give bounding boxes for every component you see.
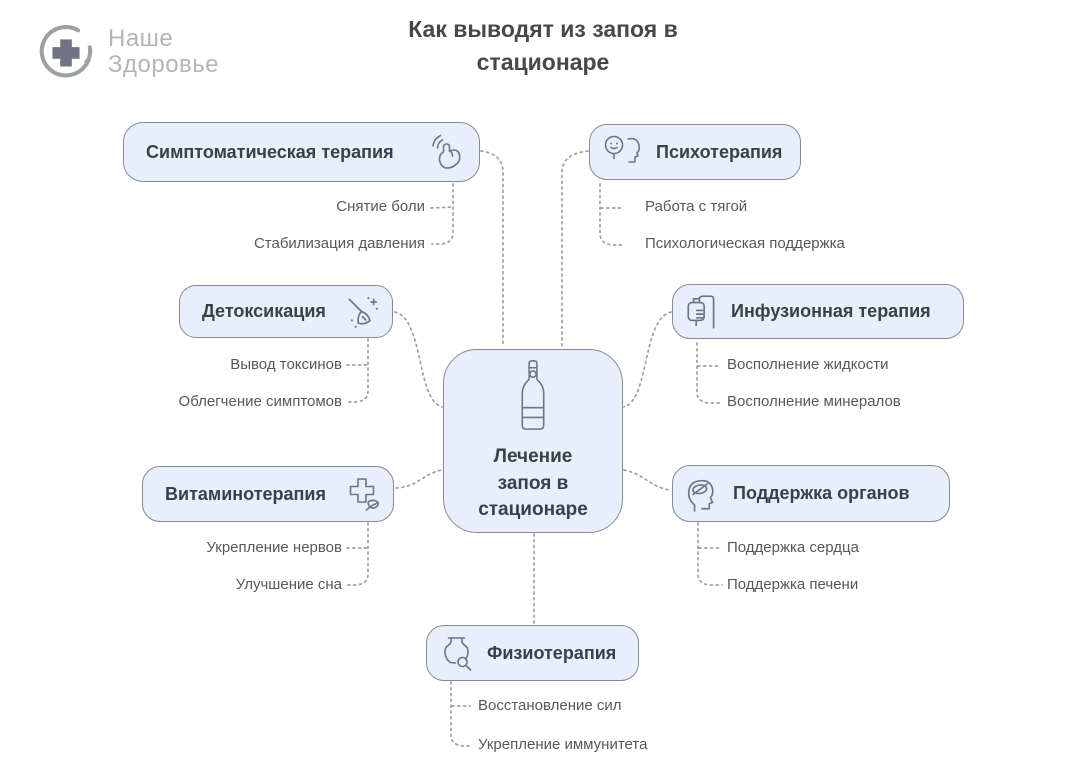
bottle-icon [513, 358, 553, 434]
sub-item: Снятие боли [336, 198, 425, 215]
sub-item: Вывод токсинов [230, 356, 342, 373]
branch-label: Поддержка органов [733, 483, 910, 503]
tremor-hand-icon [429, 132, 467, 172]
sub-item: Укрепление нервов [206, 539, 342, 556]
torso-massage-icon [439, 634, 475, 672]
sub-item: Восстановление сил [478, 697, 622, 714]
logo-wordmark [108, 26, 219, 79]
page-title: Как выводят из запоя в стационаре [408, 16, 678, 75]
branch-node-vitamin-therapy [142, 466, 394, 522]
head-organ-icon [685, 475, 721, 513]
medical-cross-icon [36, 22, 96, 82]
branch-node-organ-support [672, 465, 950, 522]
branch-node-psychotherapy [589, 124, 801, 180]
logo-line1: Наше [108, 24, 174, 52]
sub-item: Работа с тягой [645, 198, 748, 215]
broom-icon [344, 294, 380, 330]
cross-leaf-icon [345, 475, 383, 513]
logo [36, 21, 296, 83]
iv-drip-icon [685, 293, 719, 331]
sub-item: Укрепление иммунитета [478, 736, 648, 753]
branch-node-infusion-therapy [672, 284, 964, 339]
center-label: Лечение запоя в стационаре [478, 446, 588, 521]
center-node-treatment [443, 349, 623, 533]
branch-node-detox [179, 285, 393, 338]
sub-item: Восполнение жидкости [727, 356, 889, 373]
logo-line2: Здоровье [108, 51, 220, 78]
branch-label: Физиотерапия [487, 642, 617, 663]
sub-item: Поддержка печени [727, 576, 859, 593]
branch-node-physiotherapy [426, 625, 639, 681]
branch-label: Витаминотерапия [165, 483, 326, 504]
branch-label: Психотерапия [656, 141, 783, 162]
sub-item: Психологическая поддержка [645, 235, 845, 252]
sub-item: Восполнение минералов [727, 393, 901, 410]
sub-item: Поддержка сердца [727, 539, 859, 556]
branch-label: Симптоматическая терапия [146, 141, 394, 162]
sub-item: Облегчение симптомов [178, 393, 342, 410]
branch-node-symptomatic-therapy [123, 122, 480, 182]
sub-item: Стабилизация давления [253, 235, 425, 252]
sub-item: Улучшение сна [235, 576, 342, 593]
mind-face-icon [602, 133, 644, 171]
branch-label: Детоксикация [202, 301, 326, 321]
branch-label: Инфузионная терапия [731, 301, 931, 321]
